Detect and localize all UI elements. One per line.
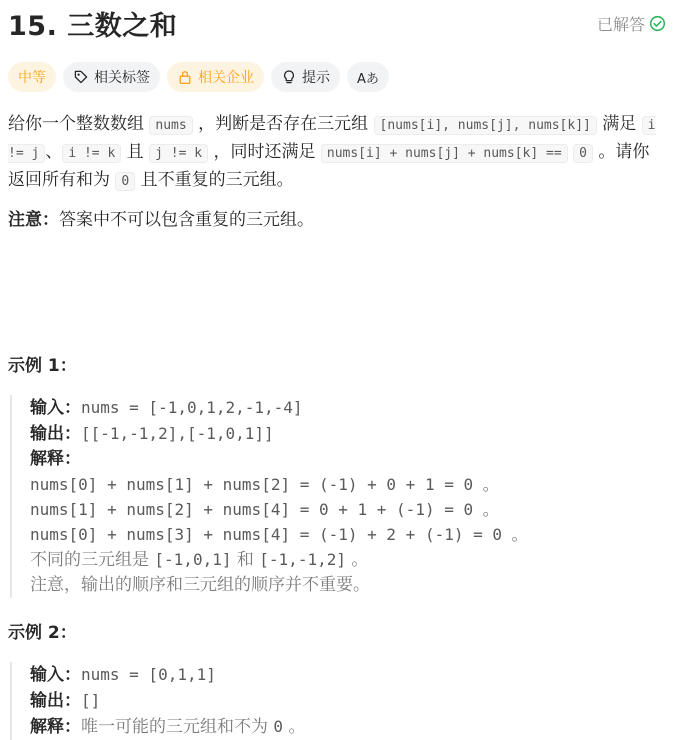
text-segment: 。 (283, 717, 306, 737)
related-tags-button[interactable] (63, 62, 160, 92)
hint-button[interactable] (271, 62, 340, 92)
text-segment: 且不重复的三元组。 (135, 170, 294, 190)
explain-line: nums[1] + nums[2] + nums[4] = 0 + 1 + (-1) = 0 。 (30, 500, 499, 519)
code-segment: [-1,0,1] (154, 550, 232, 569)
input-value: nums = [0,1,1] (81, 665, 216, 684)
page-title: 15. 三数之和 (8, 11, 178, 42)
explain-line: 注意，输出的顺序和三元组的顺序并不重要。 (30, 575, 370, 595)
output-value: [] (81, 691, 101, 710)
text-segment: 、 (45, 142, 63, 162)
code-segment: 0 (273, 717, 284, 736)
tag-icon (73, 69, 89, 85)
problem-description (8, 111, 664, 233)
text-segment: 。请你返回所有和为 (8, 142, 650, 190)
text-segment: ，同时还满足 (208, 142, 321, 162)
output-value: [[-1,-1,2],[-1,0,1]] (81, 424, 274, 443)
lock-icon (177, 69, 193, 85)
note-text: 答案中不可以包含重复的三元组。 (59, 210, 314, 230)
note-label: 注意： (8, 210, 59, 230)
explain-line (30, 547, 664, 573)
inline-code: i != k (62, 144, 121, 163)
example-1-output (30, 421, 664, 447)
translate-button[interactable] (347, 62, 389, 92)
text-segment: 满足 (596, 114, 642, 134)
text-segment: 不同的三元组是 (30, 550, 155, 570)
hint-label: 提示 (302, 70, 330, 86)
inline-code: 0 (115, 172, 135, 191)
text-segment: 且 (121, 142, 150, 162)
example-1-block (10, 395, 664, 598)
difficulty-label: 中等 (18, 70, 46, 86)
difficulty-badge (8, 62, 56, 92)
text-segment: 。 (345, 550, 369, 570)
text-segment: ，判断是否存在三元组 (192, 114, 374, 134)
inline-code: j != k (149, 144, 208, 163)
inline-code: nums[i] + nums[j] + nums[k] == (321, 144, 568, 163)
input-label: 输入： (30, 665, 81, 685)
example-1-title: 示例 1： (8, 356, 77, 376)
text-segment: 唯一可能的三元组和不为 (81, 717, 274, 737)
related-companies-label: 相关企业 (198, 70, 254, 86)
related-companies-button[interactable] (167, 62, 264, 92)
tag-bar (8, 62, 389, 92)
note-paragraph (8, 207, 664, 233)
code-segment: [-1,-1,2] (259, 550, 346, 569)
text-segment: 和 (231, 550, 260, 570)
explain-line: nums[0] + nums[1] + nums[2] = (-1) + 0 + 1 = 0 。 (30, 475, 499, 494)
example-2-block (10, 662, 664, 740)
example-2-explain (30, 714, 664, 740)
example-1-input (30, 395, 664, 421)
inline-code: i != j (8, 118, 656, 161)
input-value: nums = [-1,0,1,2,-1,-4] (81, 398, 303, 417)
explain-label: 解释： (30, 449, 81, 469)
explain-line: nums[0] + nums[3] + nums[4] = (-1) + 2 + (-1) = 0 。 (30, 525, 528, 544)
related-tags-label: 相关标签 (94, 70, 150, 86)
check-circle-icon (649, 15, 666, 32)
output-label: 输出： (30, 424, 81, 444)
example-2-output (30, 688, 664, 714)
description-paragraph (8, 111, 664, 195)
example-1-explain (30, 447, 664, 472)
lightbulb-icon (281, 69, 297, 85)
solved-label: 已解答 (596, 15, 645, 34)
output-label: 输出： (30, 691, 81, 711)
translate-icon: Aあ (357, 71, 379, 87)
inline-code: nums (149, 116, 192, 135)
inline-code: [nums[i], nums[j], nums[k]] (374, 116, 597, 135)
input-label: 输入： (30, 398, 81, 418)
text-segment: 给你一个整数数组 (8, 114, 150, 134)
example-2-input (30, 662, 664, 688)
explain-label: 解释： (30, 717, 81, 737)
example-2-title: 示例 2： (8, 623, 77, 643)
solved-status (597, 12, 666, 35)
inline-code: 0 (573, 144, 593, 163)
